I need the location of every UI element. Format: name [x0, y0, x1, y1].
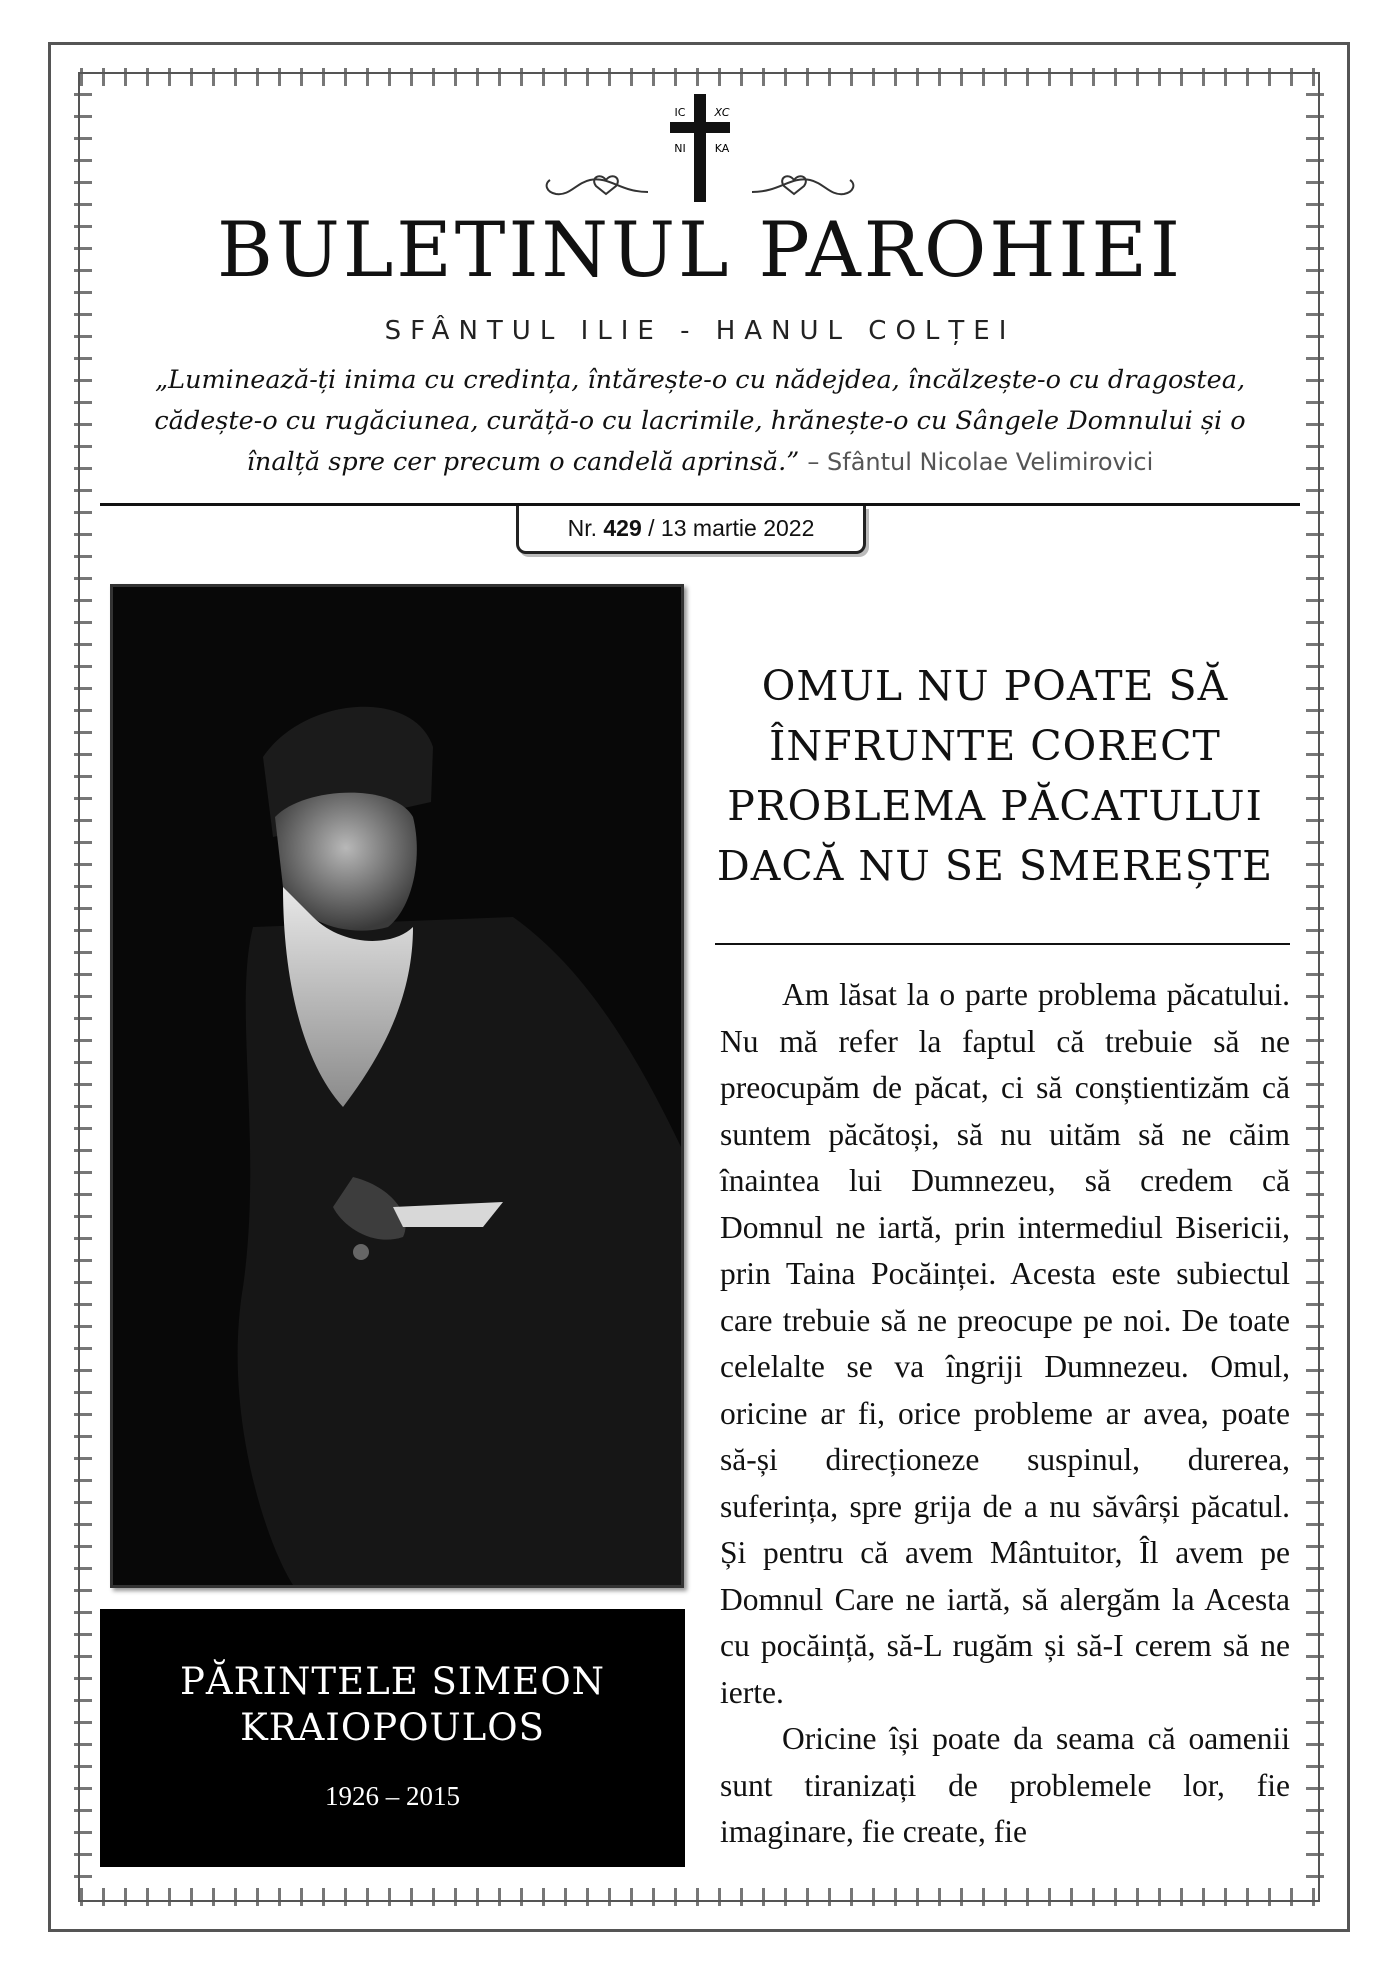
- issue-number: 429: [603, 515, 642, 541]
- article-body: [720, 972, 1290, 1856]
- bulletin-title: BULETINUL PAROHIEI: [216, 205, 1184, 294]
- portrait-illustration: [113, 587, 681, 1585]
- article-title-line-1: OMUL NU POATE SĂ: [761, 662, 1229, 710]
- flourish-left-icon: [540, 150, 650, 210]
- article-title-line-4: DACĂ NU SE SMEREȘTE: [716, 842, 1274, 890]
- portrait-caption: [100, 1609, 685, 1867]
- orthodox-cross-icon: [640, 92, 760, 212]
- caption-years: 1926 – 2015: [325, 1781, 460, 1811]
- caption-name-line-1: PĂRINTELE SIMEON: [179, 1660, 606, 1703]
- quote-line-3-text: înalță spre cer precum o candelă aprinsă.”: [246, 447, 800, 477]
- quote-line-3: [110, 442, 1290, 483]
- quote-line-2: cădește-o cu rugăciunea, curăță-o cu lacrimile, hrănește-o cu Sângele Domnului și o: [154, 406, 1246, 436]
- article-title-line-3: PROBLEMA PĂCATULUI: [727, 782, 1263, 830]
- caption-name-line-2: KRAIOPOULOS: [240, 1706, 545, 1749]
- quote-line-1: „Luminează-ți inima cu credința, întărește-o cu nădejdea, încălzește-o cu dragostea,: [154, 365, 1246, 395]
- parish-subtitle: SFÂNTUL ILIE - HANUL COLȚEI: [384, 316, 1016, 346]
- header-quote: [110, 360, 1290, 483]
- issue-date: / 13 martie 2022: [648, 515, 815, 541]
- portrait-photo: [110, 584, 684, 1588]
- issue-tab: [516, 506, 866, 554]
- article-divider: [715, 943, 1290, 945]
- article-title: [700, 656, 1290, 896]
- caption-name: [100, 1659, 685, 1751]
- emblem-ni: NI: [674, 142, 686, 155]
- emblem-xc: XC: [714, 106, 730, 119]
- article-title-line-2: ÎNFRUNTE CORECT: [769, 722, 1221, 770]
- emblem-ic: IC: [674, 106, 686, 119]
- emblem-ka: KA: [714, 142, 730, 155]
- issue-prefix: Nr.: [567, 515, 597, 541]
- article-paragraph-1: Am lăsat la o parte problema păcatului. Nu mă refer la faptul că trebuie să ne preocupăm de păcat, ci să conștientizăm că suntem păcătoși, să nu uităm să ne căim înaintea lui Dumnezeu, să credem că Domnul ne iartă, prin intermediul Bisericii, prin Taina Pocăinței. Acesta este subiectul care trebuie să ne preocupe pe noi. De toate celelalte se va îngriji Dumnezeu. Omul, oricine ar fi, orice probleme ar avea, poate să-și direcționeze suspinul, durerea, suferința, spre grija de a nu săvârși păcatul. Și pentru că avem Mântuitor, Îl avem pe Domnul Care ne iartă, să alergăm la Acesta cu pocăință, să-L rugăm și să-I cerem să ne ierte.: [720, 977, 1290, 1710]
- flourish-right-icon: [750, 150, 860, 210]
- quote-author: – Sfântul Nicolae Velimirovici: [807, 448, 1154, 476]
- article-paragraph-2: Oricine își poate da seama că oamenii sunt tiranizați de problemele lor, fie imaginare, fie create, fie: [720, 1721, 1290, 1849]
